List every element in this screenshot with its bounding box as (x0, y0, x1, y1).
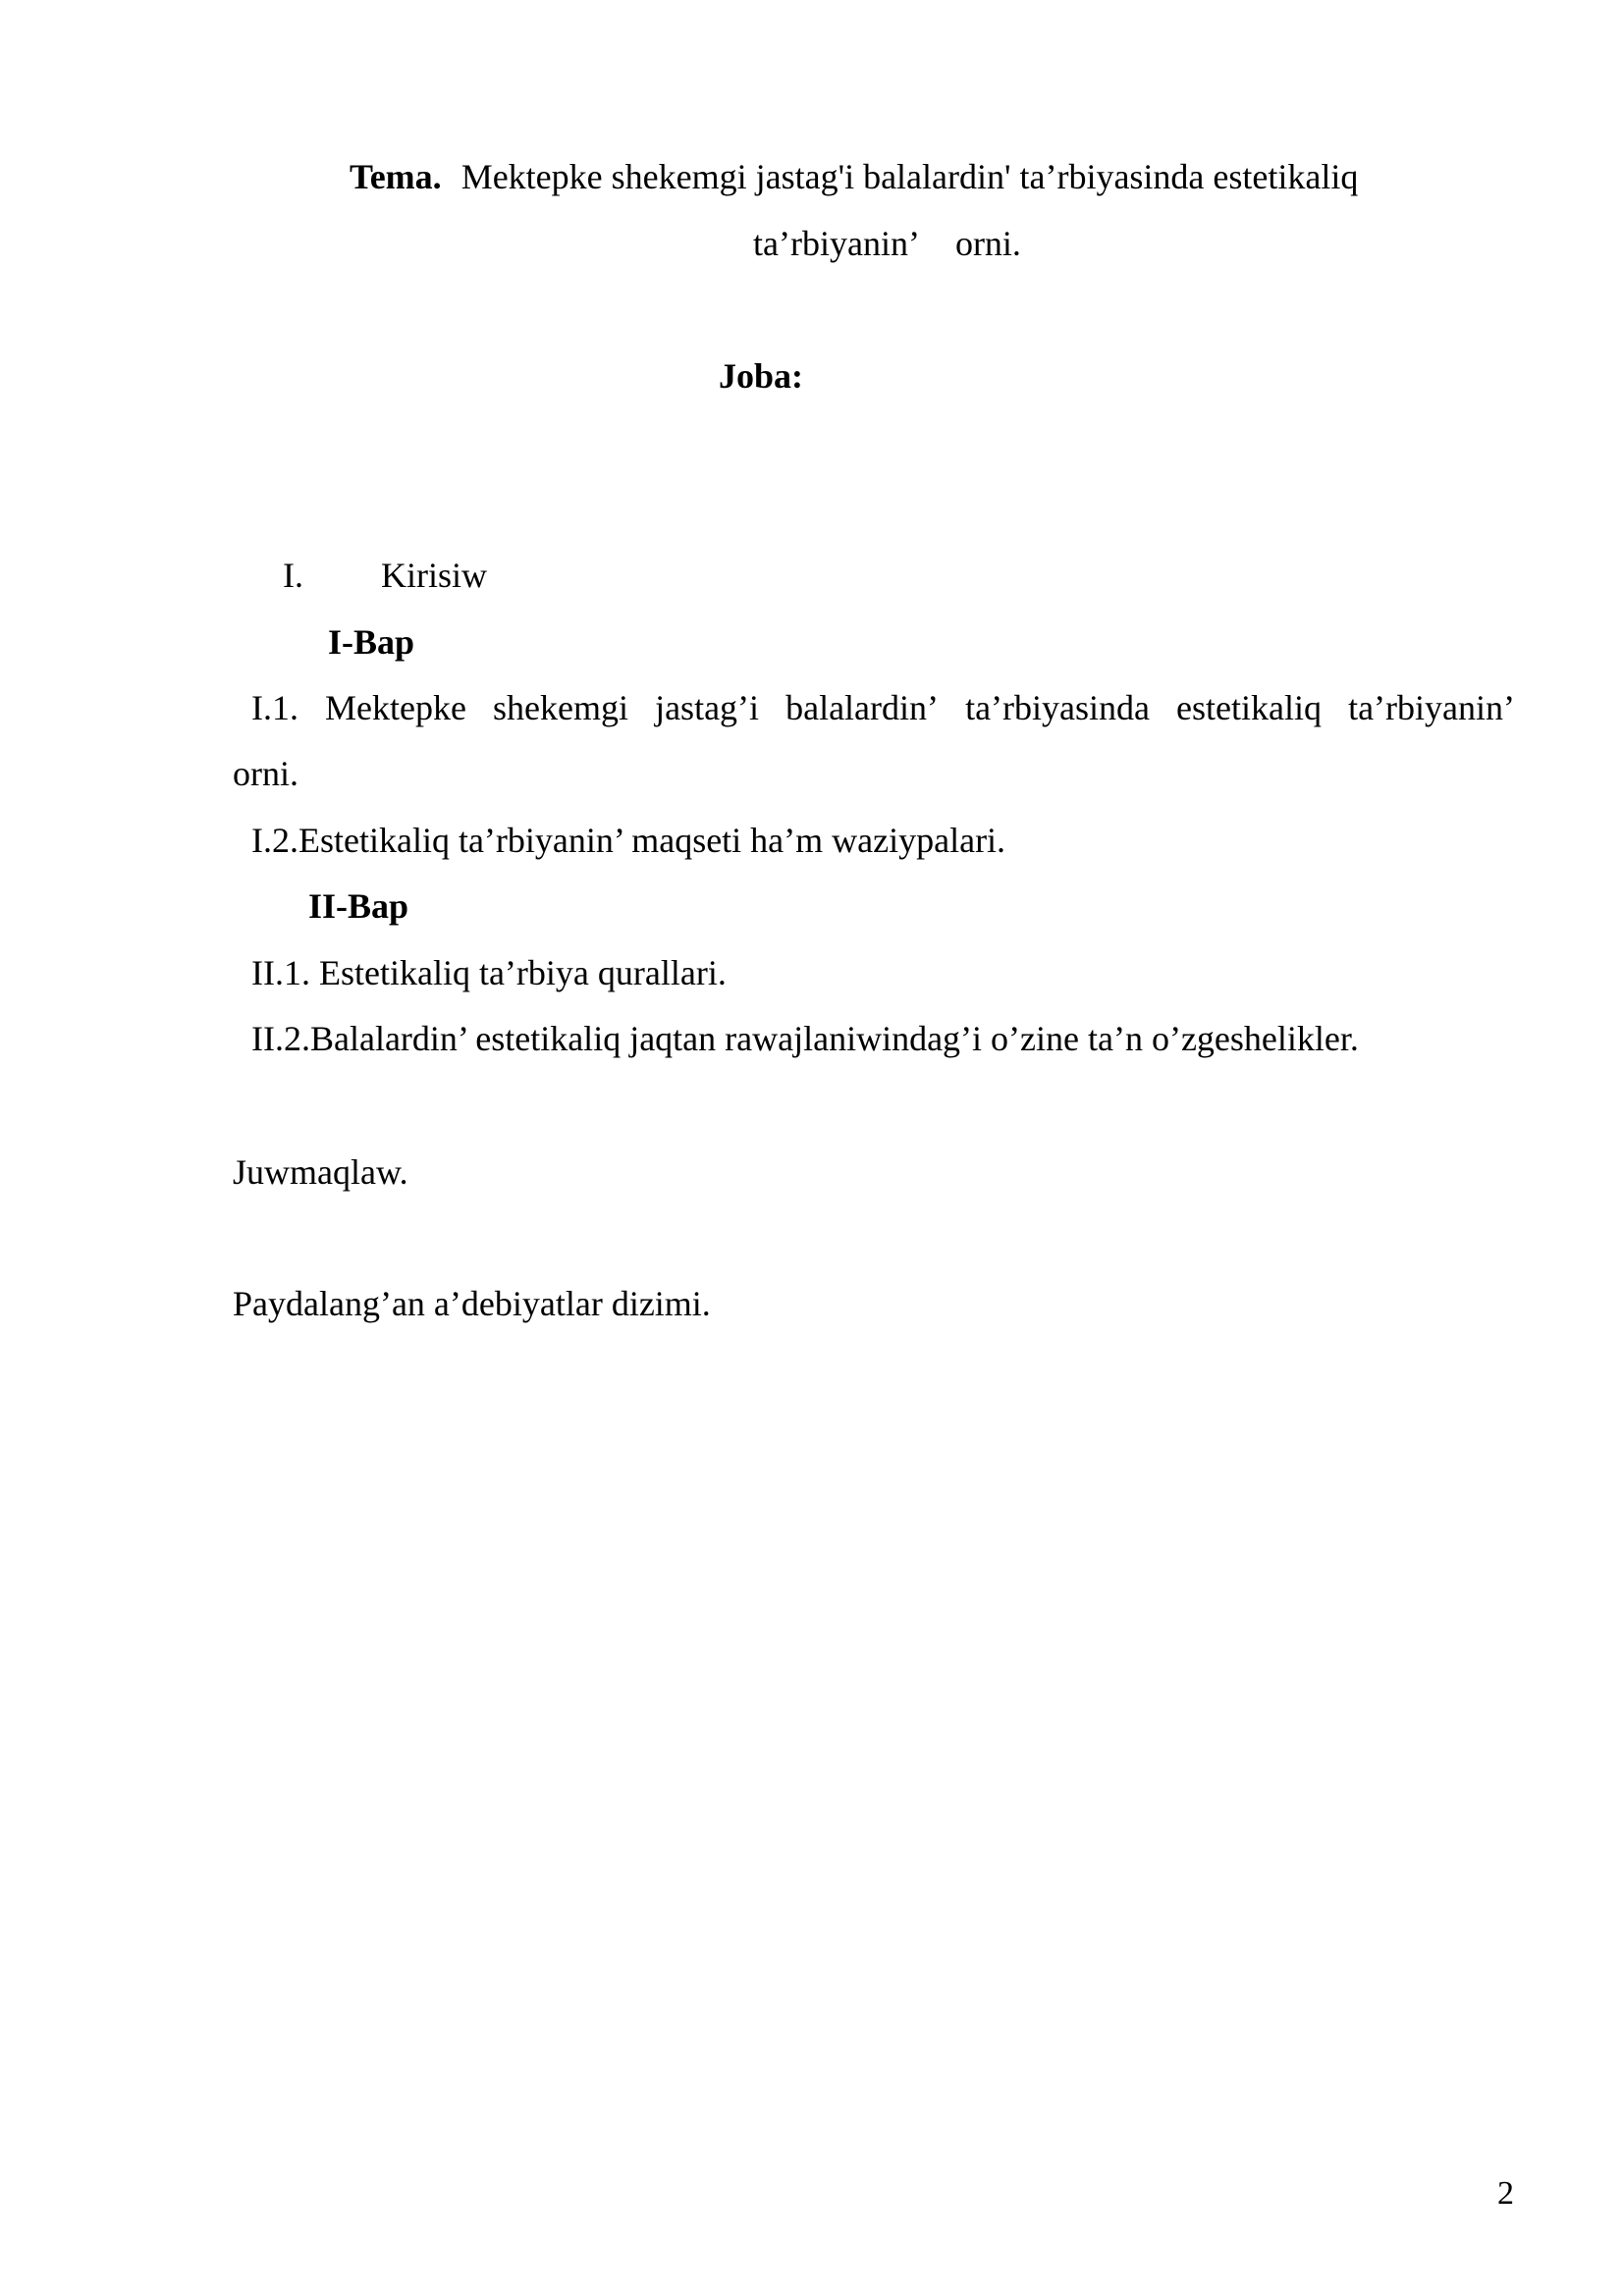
topic-label: Tema. (350, 157, 442, 196)
toc-item-1-2: I.2.Estetikaliq ta’rbiyanin’ maqseti ha’m waziypalari. (251, 821, 1006, 860)
toc-item-1-1-word: I.1. (251, 688, 298, 727)
toc-chapter-1-heading: I-Bap (328, 622, 415, 662)
topic-title-line-2 (753, 226, 1021, 261)
toc-item-1-1-word: balalardin’ (785, 688, 940, 727)
toc-conclusion: Juwmaqlaw. (233, 1152, 408, 1192)
topic-text-line-2a: ta’rbiyanin’ (753, 224, 920, 263)
topic-text-line-1: Mektepke shekemgi jastag'i balalardin' ta’rbiyasinda estetikaliq (460, 157, 1359, 196)
topic-text-line-2b: orni. (954, 224, 1021, 263)
toc-item-1-1-continuation: orni. (233, 754, 298, 793)
toc-item-1-1-word: ta’rbiyanin’ (1348, 688, 1515, 727)
toc-chapter-2-heading: II-Bap (308, 886, 409, 926)
toc-intro-label: Kirisiw (381, 556, 487, 595)
toc-intro (283, 558, 487, 593)
toc-intro-number: I. (283, 556, 303, 595)
toc-item-1-1-word: ta’rbiyasinda (965, 688, 1150, 727)
toc-item-1-1-word: shekemgi (493, 688, 629, 727)
toc-item-1-1-word: Mektepke (325, 688, 466, 727)
toc-item-1-1-word: jastag’i (655, 688, 760, 727)
toc-references: Paydalang’an a’debiyatlar dizimi. (233, 1284, 711, 1323)
topic-title-line-1 (350, 159, 1358, 194)
toc-item-2-1: II.1. Estetikaliq ta’rbiya qurallari. (251, 953, 727, 992)
toc-item-2-2: II.2.Balalardin’ estetikaliq jaqtan rawajlaniwindag’i o’zine ta’n o’zgeshelikler. (251, 1019, 1359, 1058)
page-number: 2 (1497, 2175, 1514, 2212)
toc-item-1-1 (251, 690, 1515, 725)
plan-heading: Joba: (719, 356, 804, 396)
toc-item-1-1-word: estetikaliq (1176, 688, 1323, 727)
